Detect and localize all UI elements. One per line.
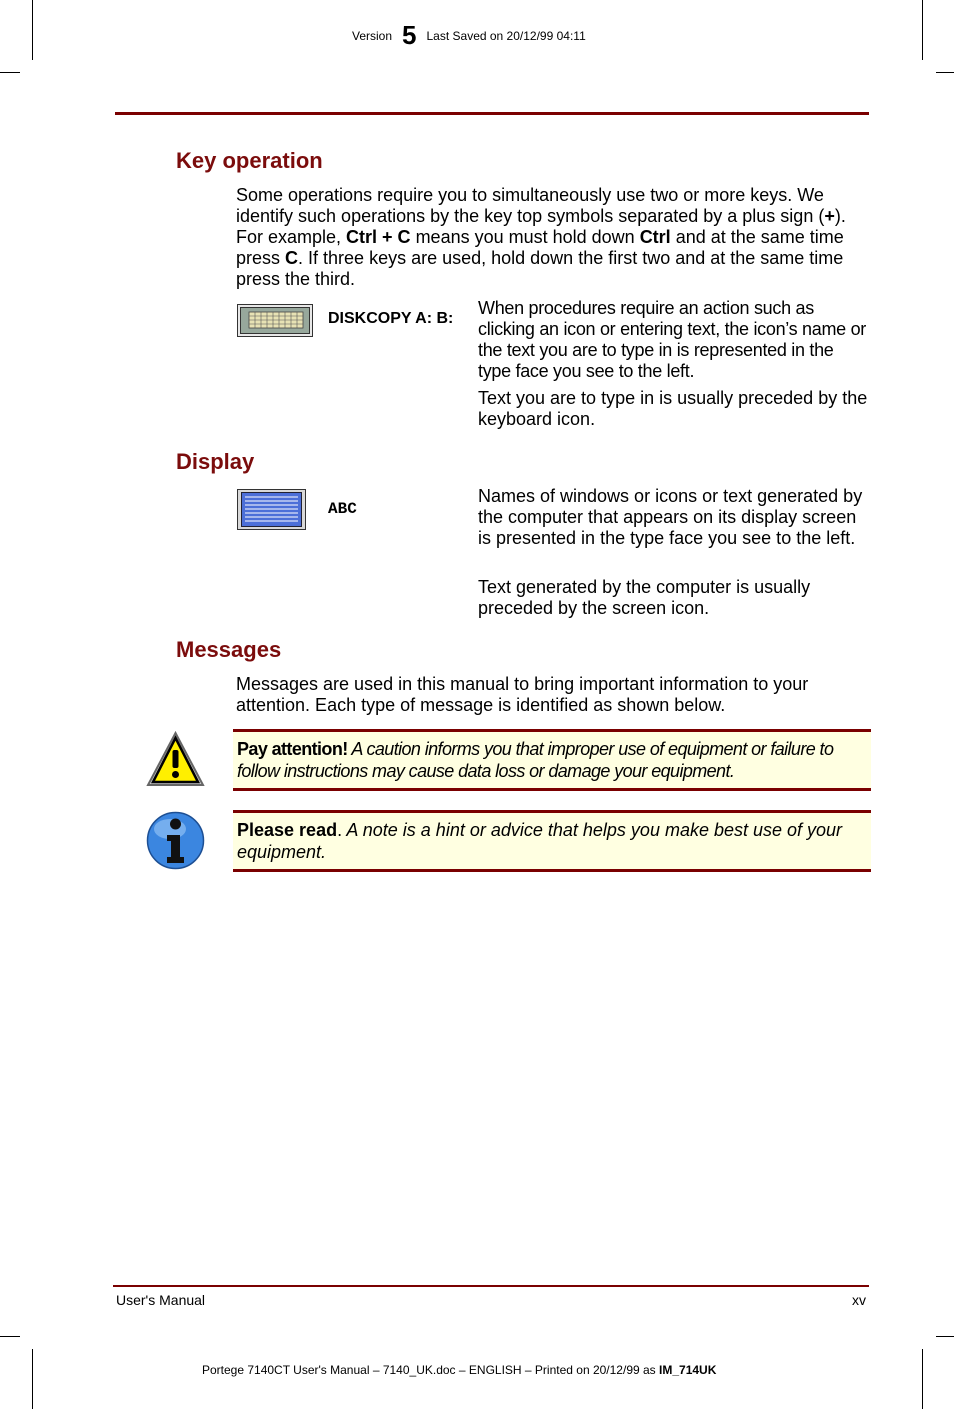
footer-left: User's Manual bbox=[116, 1292, 206, 1308]
crop-mark bbox=[32, 0, 33, 60]
display-example: ABC bbox=[328, 500, 357, 518]
example-command: DISKCOPY A: B: bbox=[328, 310, 454, 327]
intro-text: means you must hold down bbox=[410, 227, 640, 247]
info-icon bbox=[146, 811, 205, 875]
note-message bbox=[233, 810, 871, 872]
c-key: C bbox=[285, 248, 299, 268]
version-number: 5 bbox=[402, 20, 417, 50]
section-title-messages: Messages bbox=[176, 637, 282, 662]
crop-mark bbox=[0, 1336, 20, 1337]
print-line bbox=[202, 1363, 716, 1377]
intro-text: Some operations require you to simultaneously use two or more keys. We identify such operations by the key top symbols separated by a plus sign ( bbox=[236, 185, 825, 226]
crop-mark bbox=[32, 1349, 33, 1409]
section-title-key-operation: Key operation bbox=[176, 148, 323, 173]
note-text: A note is a hint or advice that helps you make best use of your equipment. bbox=[237, 820, 843, 862]
caution-label: Pay attention! bbox=[237, 739, 348, 759]
keyboard-icon bbox=[237, 304, 313, 342]
last-saved: Last Saved on 20/12/99 04:11 bbox=[426, 29, 586, 43]
page-header bbox=[352, 20, 586, 51]
note-separator: . bbox=[337, 820, 343, 840]
caution-message bbox=[233, 729, 871, 791]
caution-text: A caution informs you that improper use of equipment or failure to follow instructions may cause data loss or damage your equipment. bbox=[237, 739, 834, 781]
section-title-display: Display bbox=[176, 449, 255, 474]
crop-mark bbox=[936, 1336, 954, 1337]
top-rule bbox=[115, 112, 869, 115]
screen-icon bbox=[237, 489, 306, 535]
key-operation-desc-1: When procedures require an action such as clicking an icon or entering text, the icon’s name or the text you are to type in is represented in the type face you see to the left. bbox=[478, 298, 866, 381]
print-info: Portege 7140CT User's Manual – 7140_UK.doc – ENGLISH – Printed on 20/12/99 as bbox=[202, 1363, 660, 1377]
display-desc-1: Names of windows or icons or text generated by the computer that appears on its display screen is presented in the type face you see to the left. bbox=[478, 486, 863, 548]
ctrl-c-key: Ctrl + C bbox=[346, 227, 411, 247]
note-label: Please read bbox=[237, 820, 338, 840]
key-operation-intro bbox=[236, 185, 871, 290]
messages-intro: Messages are used in this manual to bring important information to your attention. Each type of message is identified as shown below. bbox=[236, 674, 809, 715]
display-desc-2: Text generated by the computer is usually preceded by the screen icon. bbox=[478, 577, 811, 618]
key-operation-desc-2: Text you are to type in is usually preceded by the keyboard icon. bbox=[478, 388, 868, 429]
ctrl-key: Ctrl bbox=[639, 227, 671, 247]
crop-mark bbox=[922, 1349, 923, 1409]
plus-sign: + bbox=[824, 206, 835, 226]
version-label: Version bbox=[352, 29, 393, 43]
page-number: xv bbox=[852, 1292, 866, 1308]
crop-mark bbox=[922, 0, 923, 60]
crop-mark bbox=[936, 72, 954, 73]
warning-triangle-icon bbox=[145, 730, 206, 794]
intro-text: and at the same time press bbox=[236, 227, 844, 268]
intro-text: . If three keys are used, hold down the first two and at the same time press the third. bbox=[236, 248, 844, 289]
bottom-rule bbox=[113, 1285, 869, 1287]
intro-text: ). For example, bbox=[236, 206, 846, 247]
print-code: IM_714UK bbox=[659, 1363, 717, 1377]
crop-mark bbox=[0, 72, 20, 73]
